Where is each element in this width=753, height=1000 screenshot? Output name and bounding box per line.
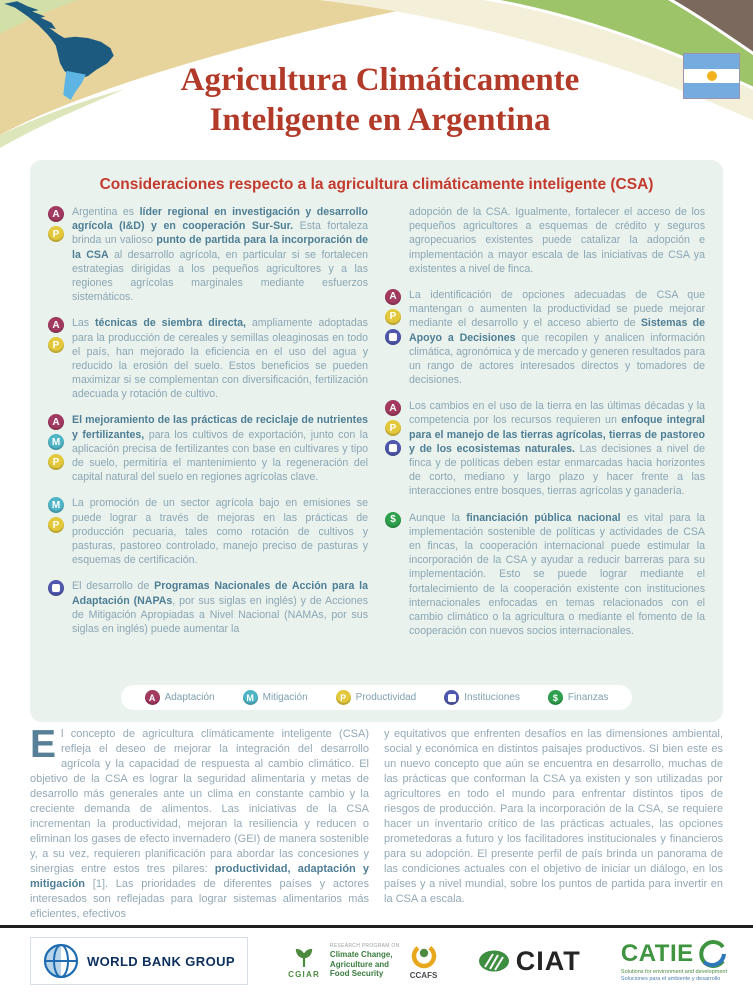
body-text: Aunque la bbox=[409, 511, 467, 524]
consideration-text bbox=[72, 496, 368, 567]
consideration-item bbox=[385, 399, 705, 498]
consideration-item bbox=[385, 205, 705, 276]
body-text: Esta fortaleza brinda un valioso bbox=[72, 220, 369, 247]
ciat-logo bbox=[478, 946, 581, 977]
adaptation-badge-icon: A bbox=[145, 690, 160, 705]
badge-stack bbox=[48, 496, 65, 567]
ccafs-label: CCAFS bbox=[409, 971, 438, 980]
adaptation-badge-icon: A bbox=[48, 414, 64, 430]
world-bank-logo bbox=[30, 937, 248, 985]
footer bbox=[0, 925, 753, 985]
intro-section bbox=[30, 723, 723, 922]
cgiar-label: CGIAR bbox=[288, 969, 320, 979]
page-title-line2: Inteligente en Argentina bbox=[209, 102, 551, 138]
body-text: , por sus siglas en inglés) y de Acciones de Mitigación Apropiadas a Nivel Nacional (NAMAs, por sus siglas en inglés) puede aumentar la bbox=[72, 594, 368, 635]
building-glyph bbox=[389, 444, 397, 452]
consideration-item bbox=[48, 413, 368, 484]
ccafs-program-line2: Agriculture and bbox=[329, 959, 390, 969]
productivity-badge-icon: P bbox=[48, 226, 64, 242]
considerations-column-left bbox=[48, 205, 368, 683]
body-text: adopción de la CSA. Igualmente, fortalecer el acceso de los pequeños agricultores a esquemas de crédito y seguros agropecuarios existentes puede catalizar la adopción e implementación a mayor escala de las iniciativas de CSA ya existentes a nivel de finca. bbox=[409, 206, 705, 275]
argentina-flag bbox=[683, 53, 740, 99]
consideration-text bbox=[72, 316, 368, 401]
latin-america-map bbox=[0, 0, 118, 100]
consideration-item bbox=[385, 511, 705, 639]
ccafs-ring-icon bbox=[410, 942, 438, 970]
adaptation-badge-icon: A bbox=[385, 400, 401, 416]
emphasis-text: técnicas de siembra directa, bbox=[95, 317, 246, 330]
productivity-badge-icon: P bbox=[48, 337, 64, 353]
badge-stack bbox=[48, 205, 65, 304]
consideration-item bbox=[385, 288, 705, 387]
consideration-text bbox=[409, 288, 705, 387]
flag-top-stripe bbox=[684, 54, 739, 69]
finance-badge-icon: $ bbox=[385, 512, 401, 528]
institutions-badge-icon bbox=[385, 440, 401, 456]
dropcap: E bbox=[30, 723, 57, 766]
body-text: para los cultivos de exportación, junto con la aplicación precisa de fertilizantes con base en cultivares y tipo de suelo, permitiría el mantenimiento y la regeneración del capital natural del suelo en regiones agrícolas clave. bbox=[72, 428, 368, 484]
legend bbox=[121, 685, 633, 710]
intro-left-text bbox=[30, 723, 370, 920]
building-glyph bbox=[52, 584, 60, 592]
partner-logos bbox=[0, 928, 753, 985]
institutions-badge-icon bbox=[444, 690, 459, 705]
ccafs-program-kicker: RESEARCH PROGRAM ON bbox=[329, 943, 400, 950]
productivity-badge-icon: P bbox=[385, 309, 401, 325]
emphasis-text: Programas Nacionales de Acción para la Adaptación (NAPAs bbox=[72, 580, 368, 607]
adaptation-badge-icon: A bbox=[385, 289, 401, 305]
header-banner bbox=[0, 0, 753, 158]
ccafs-program-text bbox=[330, 943, 400, 978]
ccafs-program-line1: Climate Change, bbox=[329, 950, 393, 960]
building-glyph bbox=[448, 694, 456, 702]
adaptation-badge-icon: A bbox=[48, 317, 64, 333]
institutions-badge-icon bbox=[385, 329, 401, 345]
consideration-item bbox=[48, 496, 368, 567]
legend-item bbox=[145, 690, 215, 705]
body-text: Las decisiones a nivel de finca y de políticas deben estar enmarcadas hacia horizontes de corto, mediano y largo plazo y hacer frente a las interacciones entre bosques, tierras agrícolas y ganadería. bbox=[409, 442, 706, 498]
cgiar-plant-icon bbox=[292, 944, 316, 968]
consideration-text bbox=[72, 579, 368, 636]
mitigation-badge-icon: M bbox=[48, 434, 64, 450]
badge-stack bbox=[385, 288, 402, 387]
cgiar-ccafs-logo bbox=[288, 942, 437, 980]
emphasis-text: Sistemas de Apoyo a Decisiones bbox=[409, 317, 705, 344]
badge-stack bbox=[385, 399, 402, 498]
intro-left-column bbox=[30, 723, 370, 922]
consideration-item bbox=[48, 316, 368, 401]
considerations-box bbox=[30, 160, 723, 722]
body-text: que recopilen y analicen información climática, agronómica y de mercado y generen resultados para un rango de actores interesados directos y tomadores de decisiones. bbox=[409, 331, 706, 387]
flag-sun-icon bbox=[707, 71, 717, 81]
considerations-columns bbox=[48, 205, 705, 683]
catie-swoosh-icon bbox=[697, 939, 727, 969]
legend-label: Adaptación bbox=[164, 692, 215, 703]
institutions-badge-icon bbox=[48, 580, 64, 596]
finance-badge-icon: $ bbox=[548, 690, 563, 705]
body-text: Las bbox=[72, 317, 96, 330]
productivity-badge-icon: P bbox=[385, 420, 401, 436]
emphasis-text: punto de partida para la incorporación de la CSA bbox=[72, 234, 368, 261]
mitigation-badge-icon: M bbox=[243, 690, 258, 705]
body-text: es vital para la implementación sostenible de políticas y actividades de CSA en fincas, la cooperación internacional puede estimular la incorporación de la CSA y ayudar a reducir barreras para su implementación. Esto se puede lograr mediante el fortalecimiento de la cooperación existente con instituciones internacionales enfocadas en temas relacionados con el cambio climático o la agricultura o mediante el fomento de la cooperación con nuevos socios internacionales. bbox=[409, 511, 705, 638]
ciat-leaf-icon bbox=[478, 949, 510, 973]
legend-label: Instituciones bbox=[464, 692, 520, 703]
body-text: La identificación de opciones adecuadas de CSA que mantengan o aumenten la productividad se puede mejorar mediante el desarrollo y el acceso abierto de bbox=[409, 288, 705, 330]
body-text: La promoción de un sector agrícola bajo en emisiones se puede lograr a través de mejoras en las prácticas de producción pecuaria, tales como rotación de cultivos y pasturas, pastoreo controlado, manejo preciso de pasturas y esquemas de certificación. bbox=[72, 497, 368, 567]
consideration-text bbox=[409, 205, 705, 276]
considerations-title: Consideraciones respecto a la agricultura climáticamente inteligente (CSA) bbox=[99, 176, 654, 193]
body-text: El desarrollo de bbox=[72, 580, 155, 593]
page-title bbox=[120, 60, 640, 140]
ccafs-program-line3: Food Security bbox=[329, 969, 384, 979]
productivity-badge-icon: P bbox=[336, 690, 351, 705]
emphasis-text: líder regional en investigación y desarrollo agrícola (I&D) y en cooperación Sur-Sur. bbox=[72, 206, 368, 233]
body-text: Los cambios en el uso de la tierra en las últimas décadas y la competencia por los recursos requieren un bbox=[409, 400, 705, 427]
body-text: al desarrollo agrícola, en particular si se fortalecen estrategias dirigidas a los pequeños agricultores y a las regiones agrícolas marginales mediante esfuerzos sistemáticos. bbox=[72, 248, 368, 304]
flag-bottom-stripe bbox=[684, 83, 739, 98]
world-bank-label: WORLD BANK GROUP bbox=[87, 953, 235, 969]
badge-stack bbox=[48, 579, 65, 636]
body-text: [1]. Las prioridades de diferentes países y actores interesados son reflejadas para lograr sistemas alimentarios más eficientes, efectivos bbox=[30, 878, 369, 920]
catie-tagline-en: Solutions for environment and development bbox=[620, 968, 727, 975]
legend-item bbox=[336, 690, 417, 705]
badge-stack bbox=[385, 511, 402, 639]
catie-logo bbox=[621, 939, 727, 984]
page-title-line1: Agricultura Climáticamente bbox=[180, 62, 580, 98]
consideration-item bbox=[48, 205, 368, 304]
consideration-text bbox=[409, 511, 705, 639]
legend-item bbox=[548, 690, 609, 705]
intro-right-column: y equitativos que enfrenten desafíos en las dimensiones ambiental, social y económica en distintos paisajes productivos. Si bien este es un nuevo concepto que aún se encuentra en desarrollo, muchas de las prácticas que conforman la CSA ya existen y son utilizadas por agricultores en todo el mundo para enfrentar distintos tipos de riesgos de producción. Para la incorporación de la CSA, se requiere hacer un inventario crítico de las prácticas actuales, las opciones prometedoras a futuro y los facilitadores institucionales y financieros para su adopción. El presente perfil de país brinda un panorama de las condiciones actuales con el objetivo de iniciar un diálogo, en los países y a nivel mundial, sobre los puntos de partida para invertir en la CSA a escala. bbox=[384, 728, 723, 905]
ccafs-block bbox=[410, 942, 438, 980]
globe-icon bbox=[43, 943, 79, 979]
badge-stack bbox=[385, 205, 402, 276]
body-text: l concepto de agricultura climáticamente inteligente (CSA) refleja el deseo de mejorar la integración del desarrollo agrícola y la capacidad de respuesta al cambio climático. El objetivo de la CSA es lograr la seguridad alimentaria y metas de desarrollo más generales ante un clima en constante cambio y la creciente demanda de alimentos. Las iniciativas de la CSA incrementan la productividad, mejoran la resiliencia y reducen o eliminan los gases de efecto invernadero (GEI) de manera sostenible y, a su vez, requieren planificación para abordar las concesiones y sinergias entre estos tres pilares: bbox=[30, 728, 369, 875]
body-text: Argentina es bbox=[72, 206, 140, 218]
catie-tagline-es: Soluciones para el ambiente y desarrollo bbox=[620, 976, 721, 982]
considerations-column-right bbox=[385, 205, 705, 683]
adaptation-badge-icon: A bbox=[48, 206, 64, 222]
legend-label: Productividad bbox=[355, 692, 417, 703]
emphasis-text: El mejoramiento de las prácticas de reciclaje de nutrientes y fertilizantes, bbox=[72, 414, 368, 441]
emphasis-text: financiación pública nacional bbox=[466, 511, 621, 524]
legend-label: Mitigación bbox=[262, 692, 308, 703]
legend-item bbox=[444, 690, 520, 705]
productivity-badge-icon: P bbox=[48, 454, 64, 470]
consideration-item bbox=[48, 579, 368, 636]
body-text: ampliamente adoptadas para la producción de cereales y semillas oleaginosas en todo el país, han mejorado la eficiencia en el uso del agua y reducido la erosión del suelo. Estos beneficios se pueden maximizar si se complementan con diversificación, fertilización adecuada y rotación de cultivo. bbox=[72, 317, 368, 401]
building-glyph bbox=[389, 333, 397, 341]
catie-wordmark bbox=[621, 939, 727, 969]
legend-label: Finanzas bbox=[567, 692, 609, 703]
productivity-badge-icon: P bbox=[48, 517, 64, 533]
legend-item bbox=[243, 690, 308, 705]
catie-label: CATIE bbox=[620, 939, 694, 967]
mitigation-badge-icon: M bbox=[48, 497, 64, 513]
consideration-text bbox=[72, 205, 368, 304]
cgiar-block bbox=[288, 944, 320, 979]
ciat-label: CIAT bbox=[515, 945, 581, 976]
consideration-text bbox=[409, 399, 705, 498]
badge-stack bbox=[48, 316, 65, 401]
consideration-text bbox=[72, 413, 368, 484]
emphasis-text: productividad, adaptación y mitigación bbox=[30, 863, 370, 890]
badge-stack bbox=[48, 413, 65, 484]
emphasis-text: enfoque integral para el manejo de las tierras agrícolas, tierras de pastoreo y de los ecosistemas naturales. bbox=[409, 414, 705, 455]
